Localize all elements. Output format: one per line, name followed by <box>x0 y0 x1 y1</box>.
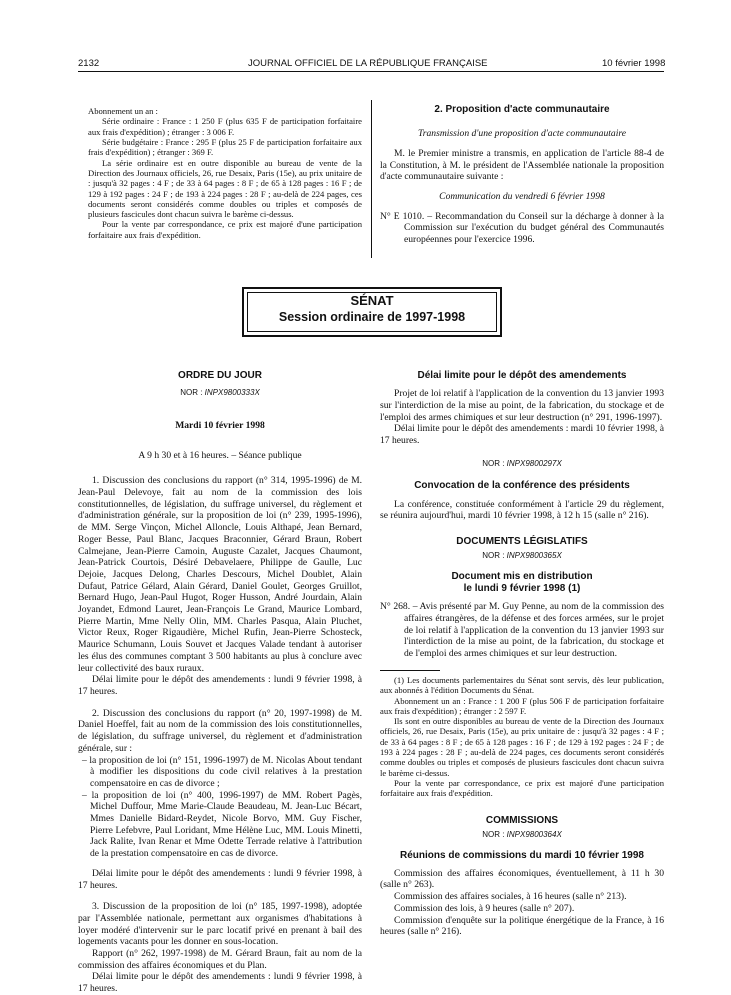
documents-nor: NOR : INPX9800365X <box>482 551 562 561</box>
ordre-item-2: 2. Discussion des conclusions du rapport (n° 20, 1997-1998) de M. Daniel Hoeffel, fait au nom de la commission des lois constitutionnelles, de législation, du suffrage universel, du règlement et d'administration générale, sur : <box>78 707 362 754</box>
senat-title-box <box>242 287 502 337</box>
delai-project: Projet de loi relatif à l'application de la convention du 13 janvier 1993 sur l'interdiction de la mise au point, de la fabrication, du stockage et de l'emploi des armes chimiques et sur leur destruction (n° 291, 1996-1997). <box>380 388 664 423</box>
documents-title: DOCUMENTS LÉGISLATIFS <box>456 536 588 548</box>
commissions-title: COMMISSIONS <box>485 814 559 826</box>
footnote-2: Abonnement un an : France : 1 200 F (plus 506 F de participation forfaitaire aux frais d'expédition) ; étranger : 2 597 F. <box>380 695 664 716</box>
subscription-ordinaire: Série ordinaire : France : 1 250 F (plus 635 F de participation forfaitaire aux frais d'expédition) ; étranger : 3 006 F. <box>88 116 362 137</box>
footnote-4: Pour la vente par correspondance, ce prix est majoré d'une participation forfaitaire aux frais d'expédition. <box>380 778 664 799</box>
ordre-delai-1: Délai limite pour le dépôt des amendements : lundi 9 février 1998, à 17 heures. <box>78 674 362 697</box>
footnote-rule <box>380 670 440 671</box>
right-column <box>380 370 664 938</box>
delai-nor: NOR : INPX9800297X <box>482 458 562 468</box>
commission-3: Commission des lois, à 9 heures (salle n° 207). <box>394 902 575 914</box>
header-rule <box>78 71 664 72</box>
senat-title: SÉNAT <box>350 293 394 308</box>
ordre-item-2a: – la proposition de loi (n° 151, 1996-1997) de M. Nicolas About tendant à modifier les dispositions du code civil relatives à la prestation compensatoire en cas de divorce ; <box>82 754 362 789</box>
documents-subtitle-1: Document mis en distribution <box>451 570 593 582</box>
subscription-heading: Abonnement un an : <box>88 106 158 116</box>
delai-title: Délai limite pour le dépôt des amendements <box>417 370 627 381</box>
proposition-text: M. le Premier ministre a transmis, en application de l'article 88-4 de la Constitution, à M. le président de l'Assemblée nationale la proposition d'acte communautaire suivante : <box>380 147 664 183</box>
ordre-date: Mardi 10 février 1998 <box>175 419 265 431</box>
footnote-1: (1) Les documents parlementaires du Sénat sont servis, dès leur publication, aux abonnés à l'édition Documents du Sénat. <box>380 674 664 696</box>
column-divider <box>371 100 372 258</box>
proposition-communication: Communication du vendredi 6 février 1998 <box>439 191 605 202</box>
proposition-section <box>380 104 664 246</box>
ordre-du-jour-section <box>78 370 362 995</box>
convocation-title: Convocation de la conférence des présidents <box>414 480 630 492</box>
ordre-rapport-3: Rapport (n° 262, 1997-1998) de M. Gérard Braun, fait au nom de la commission des affaires économiques et du Plan. <box>78 948 362 971</box>
subscription-mail-order: Pour la vente par correspondance, ce prix est majoré d'une participation forfaitaire aux frais d'expédition. <box>88 219 362 240</box>
session-title: Session ordinaire de 1997-1998 <box>278 310 466 324</box>
commission-2: Commission des affaires sociales, à 16 heures (salle n° 213). <box>394 891 627 903</box>
ordre-delai-2: Délai limite pour le dépôt des amendements : lundi 9 février 1998, à 17 heures. <box>78 867 362 891</box>
ordre-item-3: 3. Discussion de la proposition de loi (n° 185, 1997-1998), adoptée par l'Assemblée nationale, permettant aux organismes d'habitations à loyer modéré d'intervenir sur le parc locatif privé en prenant à bail des logements vacants pour les donner en sous-location. <box>78 901 362 948</box>
commission-4: Commission d'enquête sur la politique énergétique de la France, à 16 heures (salle n° 216). <box>380 914 664 938</box>
convocation-text: La conférence, constituée conformément à l'article 29 du règlement, se réunira aujourd'hui, mardi 10 février 1998, à 12 h 15 (salle n° 216). <box>380 498 664 522</box>
journal-title: JOURNAL OFFICIEL DE LA RÉPUBLIQUE FRANÇAISE <box>248 58 488 69</box>
ordre-item-1: 1. Discussion des conclusions du rapport (n° 314, 1995-1996) de M. Jean-Paul Delevoye, fait au nom de la commission des lois constitutionnelles, de législation, du suffrage universel, du règlement et d'administration générale, sur la proposition de loi (n° 239, 1995-1996), de MM. Serge Vinçon, Michel Alloncle, Louis Althapé, Jean Bernard, Roger Besse, Paul Blanc, Jacques Braconnier, Gérard Braun, Robert Calmejane, Jean-Pierre Camoin, Auguste Cazalet, Jacques Chaumont, Jean-Patrick Courtois, Désiré Debavelaere, Philippe de Gaulle, Luc Dejoie, Jacques Delong, Charles Descours, Michel Doublet, Alain Dufaut, Patrice Gélard, Alain Gérard, Daniel Goulet, Georges Gruillot, Bernard Hugo, Jean-Paul Hugot, Roger Husson, André Jourdain, Alain Joyandet, Edmond Lauret, Jean-François Le Grand, Maurice Lombard, Pierre Martin, Mme Nelly Olin, MM. Charles Pasqua, Alain Pluchet, Victor Reux, Roger Rigaudière, Michel Rufin, Jean-Pierre Schosteck, Maurice Schumann, Louis Souvet et Jacques Valade tendant à autoriser les élus des communes comptant 3 500 habitants au plus à conclure avec leur collectivité des baux ruraux. <box>78 475 362 674</box>
documents-subtitle-2: le lundi 9 février 1998 (1) <box>463 583 581 595</box>
ordre-nor: NOR : INPX9800333X <box>180 388 260 398</box>
ordre-title: ORDRE DU JOUR <box>178 370 262 381</box>
proposition-item: N° E 1010. – Recommandation du Conseil sur la décharge à donner à la Commission sur l'exécution du budget général des Communautés européennes pour l'exercice 1996. <box>380 210 664 246</box>
documents-footnote <box>380 675 664 799</box>
ordre-delai-3: Délai limite pour le dépôt des amendements : lundi 9 février 1998, à 17 heures. <box>78 971 362 995</box>
footnote-3: Ils sont en outre disponibles au bureau de vente de la Direction des Journaux officiels, 26, rue Desaix, Paris (15e), au prix unitaire de : jusqu'à 32 pages : 4 F ; de 33 à 64 pages : 8 F ; de 65 à 128 pages : 16 F ; de 129 à 192 pages : 24 F ; de 193 à 224 pages : 28 F ; au-delà de 224 pages, ces documents seront considérés comme doubles ou triples et composés de plusieurs fascicules dont chacun suivra le barème ci-dessus. <box>380 716 664 778</box>
commissions-nor: NOR : INPX9800364X <box>482 829 562 839</box>
ordre-time: A 9 h 30 et à 16 heures. – Séance publique <box>138 449 302 461</box>
documents-item: N° 268. – Avis présenté par M. Guy Penne, au nom de la commission des affaires étrangères, de la défense et des forces armées, sur le projet de loi relatif à l'application de la convention du 13 janvier 1993 sur l'interdiction de la mise au point, de la fabrication, du stockage et de l'emploi des armes chimiques et sur leur destruction. <box>380 601 664 660</box>
page-number: 2132 <box>78 58 100 69</box>
proposition-subtitle: Transmission d'une proposition d'acte communautaire <box>417 128 627 140</box>
commissions-subtitle: Réunions de commissions du mardi 10 février 1998 <box>400 849 644 861</box>
ordre-item-2b: – la proposition de loi (n° 400, 1996-1997) de MM. Robert Pagès, Michel Duffour, Mme Marie-Claude Beaudeau, M. Jean-Luc Bécart, Mmes Danielle Bidard-Reydet, Nicole Borvo, MM. Guy Fischer, Pierre Lefebvre, Paul Loridant, Mme Hélène Luc, MM. Louis Minetti, Jack Ralite, Ivan Renar et Mme Odette Terrade relative à l'attribution de la prestation compensatoire en cas de divorce. <box>82 789 362 860</box>
subscription-budgetaire: Série budgétaire : France : 295 F (plus 25 F de participation forfaitaire aux frais d'expédition) ; étranger : 369 F. <box>88 136 362 158</box>
proposition-title: 2. Proposition d'acte communautaire <box>434 104 610 115</box>
issue-date: 10 février 1998 <box>602 58 666 69</box>
delai-deadline: Délai limite pour le dépôt des amendements : mardi 10 février 1998, à 17 heures. <box>380 423 664 446</box>
commission-1: Commission des affaires économiques, éventuellement, à 11 h 30 (salle n° 263). <box>380 867 664 891</box>
subscription-sales-info: La série ordinaire est en outre disponible au bureau de vente de la Direction des Journaux officiels, 26, rue Desaix, Paris (15e), au prix unitaire de : jusqu'à 32 pages : 4 F ; de 33 à 64 pages : 8 F ; de 65 à 128 pages : 16 F ; de 129 à 192 pages : 24 F ; de 193 à 224 pages : 28 F ; au-delà de 224 pages, ces documents seront considérés comme doubles ou triples et composés de plusieurs fascicules dont chacun suivra le barème ci-dessus. <box>88 157 362 220</box>
subscription-block <box>88 106 362 240</box>
